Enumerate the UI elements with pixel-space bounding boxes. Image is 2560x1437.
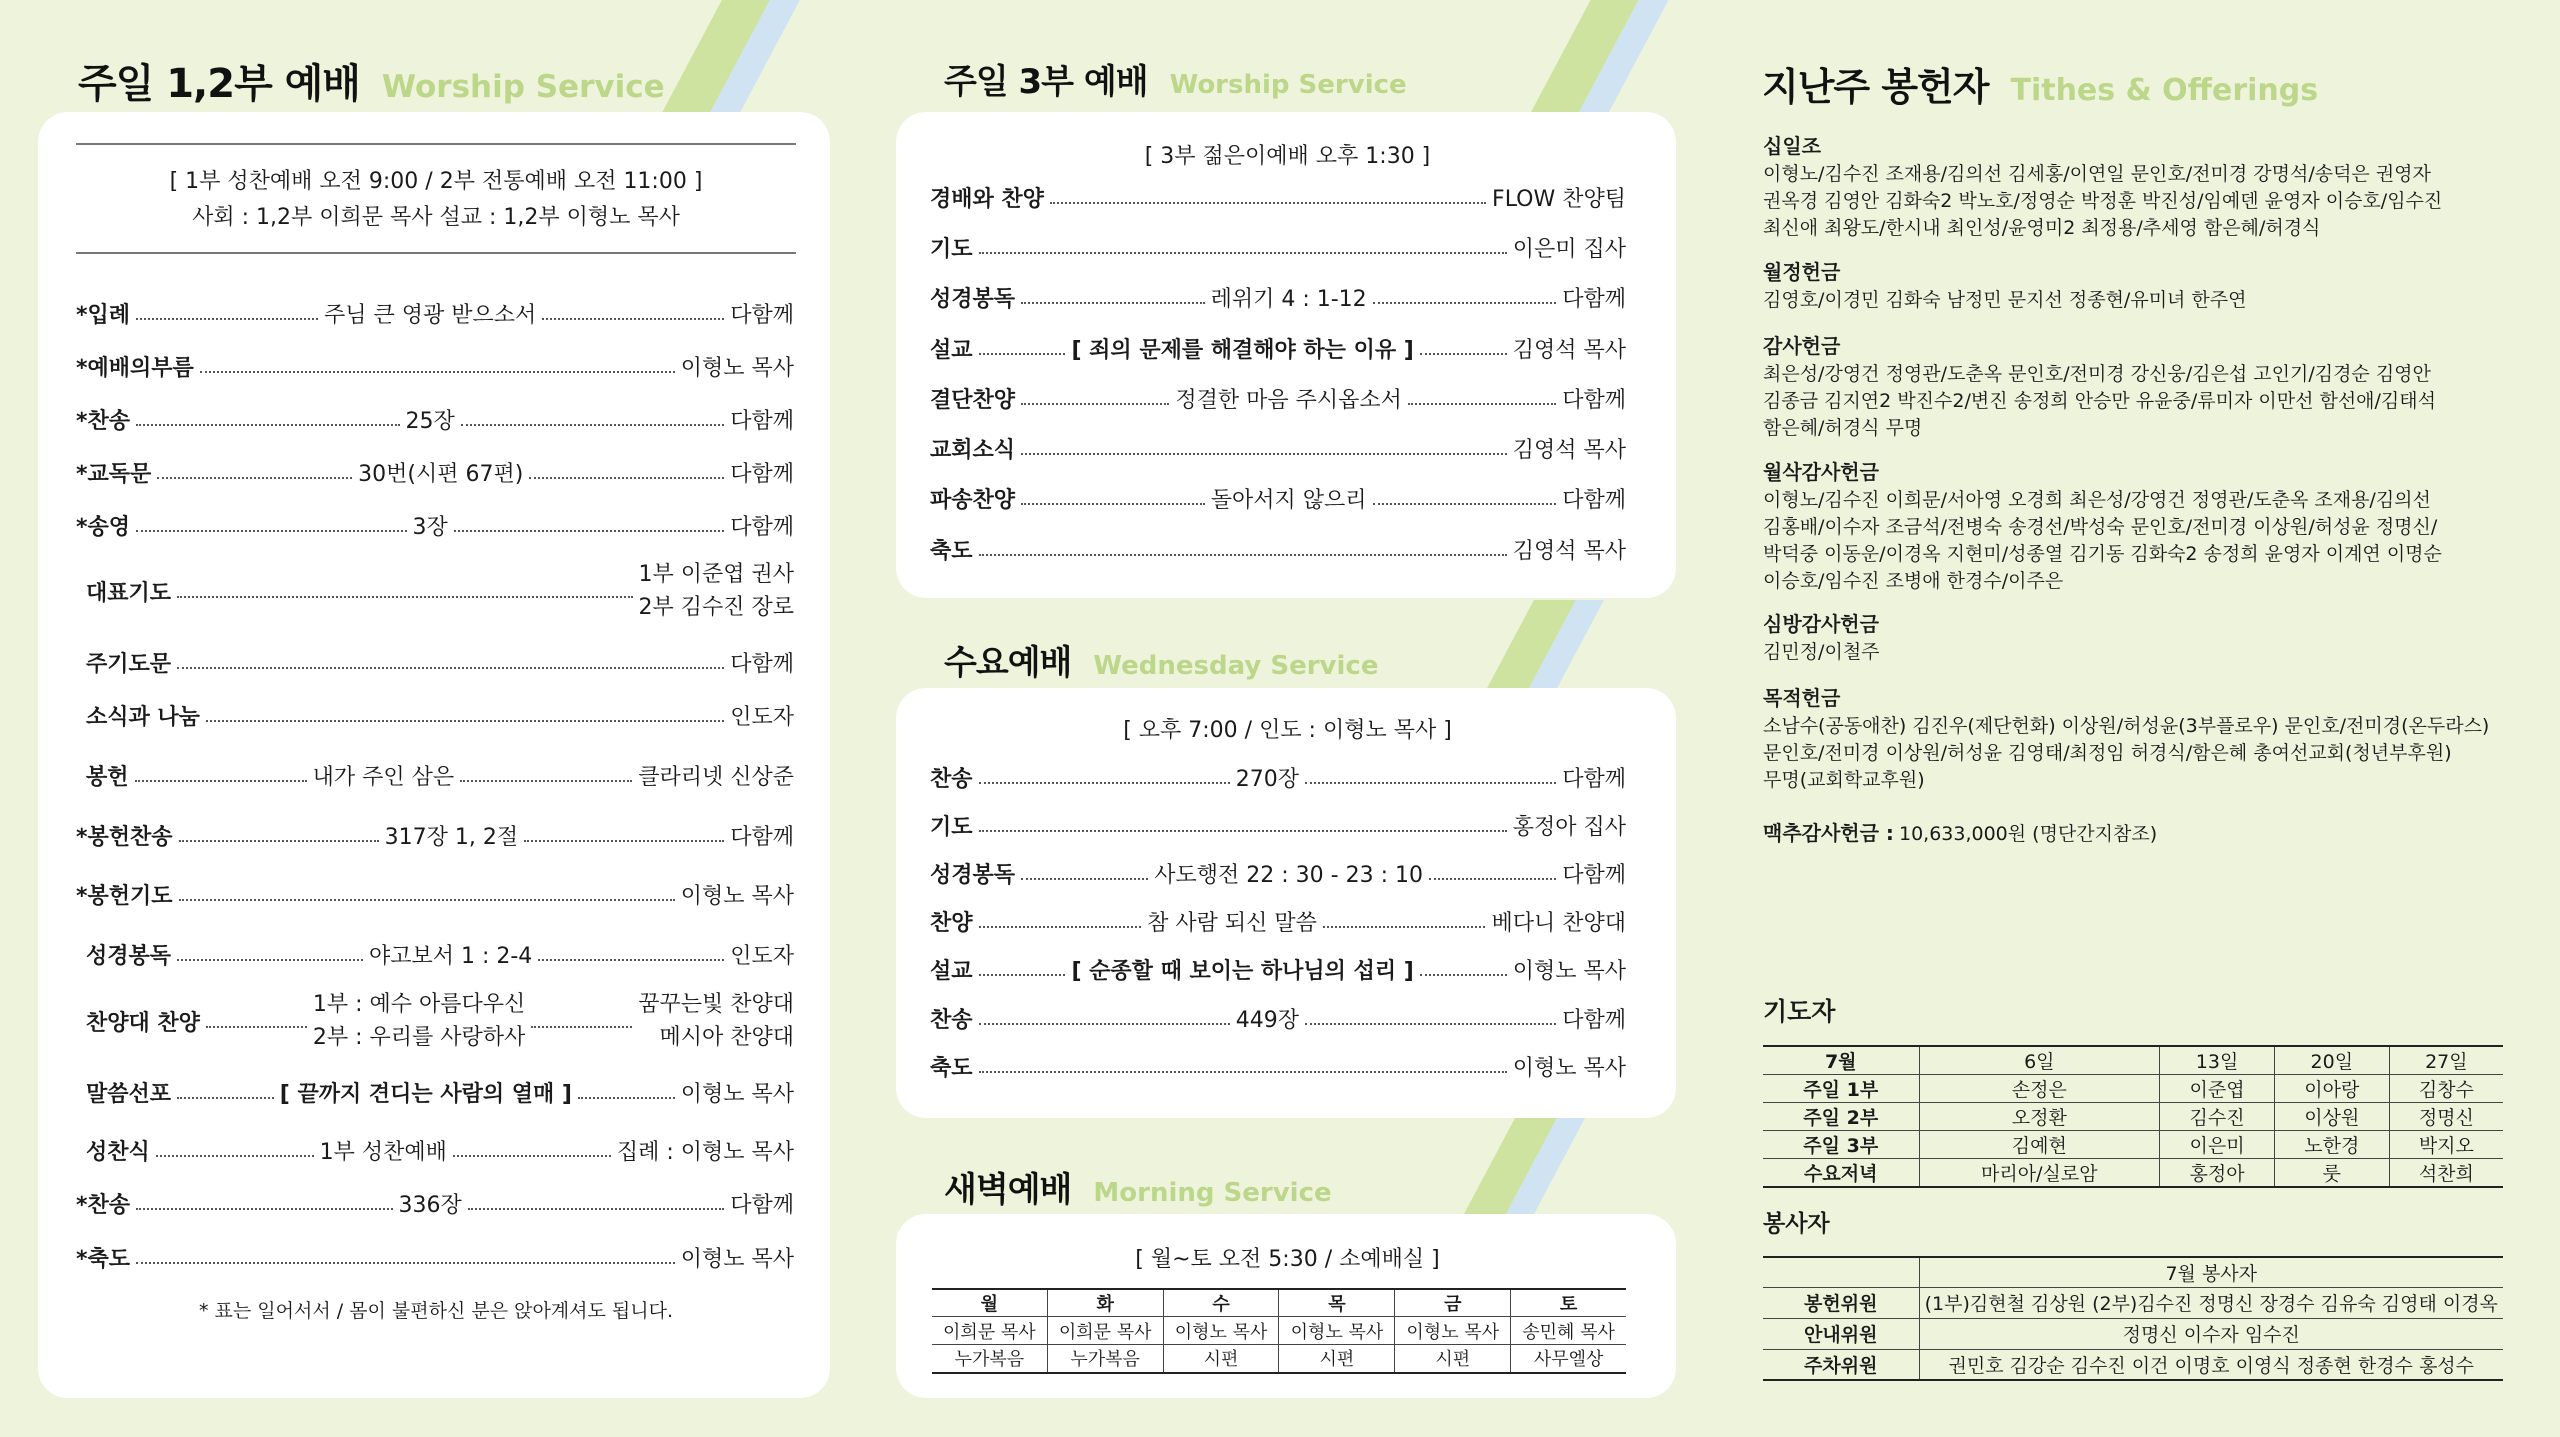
order-row: 성경봉독 야고보서 1 : 2-4 인도자 xyxy=(86,943,794,969)
dawn-leader: 이희문 목사 xyxy=(1047,1317,1163,1345)
order-row: 축도 이형노 목사 xyxy=(930,1055,1626,1081)
offering-group-name: 감사헌금 xyxy=(1763,334,1841,358)
dawn-header: [ 월~토 오전 5:30 / 소예배실 ] xyxy=(1135,1247,1440,1272)
dawn-leader: 이희문 목사 xyxy=(932,1317,1047,1345)
order-row: 말씀선포 [ 끝까지 견디는 사람의 열매 ] 이형노 목사 xyxy=(86,1075,794,1109)
sermon-title: [ 순종할 때 보이는 하나님의 섭리 ] xyxy=(1071,958,1414,984)
order-row: *예배의부름 이형노 목사 xyxy=(76,355,794,381)
offering-group-name: 월삭감사헌금 xyxy=(1763,460,1879,484)
sunday3-header: [ 3부 젊은이예배 오후 1:30 ] xyxy=(1144,144,1431,169)
servants-row-name: 안내위원 xyxy=(1763,1318,1919,1349)
offering-group: 십일조 이형노/김수진 조재용/김의선 김세홍/이연일 문인호/전미경 강명석/송덕은 권영자 권옥경 김영안 김화숙2 박노호/정영순 박정훈 박진성/임예덴 윤영자 이승호/임수진 최신애 최왕도/한시내 최인성/윤영미2 최정용/추세영 함은혜/허경식 xyxy=(1763,130,2503,242)
offering-group-name: 월정헌금 xyxy=(1763,260,1841,284)
divider xyxy=(76,252,796,254)
prayer-date: 13일 xyxy=(2160,1046,2275,1075)
dawn-schedule-table xyxy=(932,1288,1626,1374)
order-row: *입례 주님 큰 영광 받으소서 다함께 xyxy=(76,302,794,328)
wednesday-title xyxy=(944,635,1378,684)
dawn-text: 시편 xyxy=(1279,1345,1395,1373)
servants-header: 7월 봉사자 xyxy=(1919,1257,2503,1287)
order-row: 설교 [ 순종할 때 보이는 하나님의 섭리 ] 이형노 목사 xyxy=(930,953,1626,985)
order-row: 찬송 449장 다함께 xyxy=(930,1007,1626,1033)
order-row: 찬양대 찬양 1부 : 예수 아름다우신 2부 : 우리를 사랑하사 꿈꾸는빛 찬양대 메시아 찬양대 xyxy=(86,992,794,1050)
dawn-leader: 이형노 목사 xyxy=(1279,1317,1395,1345)
sunday12-title-ko: 주일 1,2부 예배 xyxy=(78,61,360,107)
prayer-month: 7월 xyxy=(1763,1046,1919,1075)
order-row: *축도 이형노 목사 xyxy=(76,1246,794,1272)
offering-group: 목적헌금 소남수(공동애찬) 김진우(제단헌화) 이상원/허성윤(3부플로우) 문인호/전미경(온두라스) 문인호/전미경 이상원/허성윤 김영태/최정임 허경식/함은혜 총여선교회(청년부후원) 무명(교회학교후원) xyxy=(1763,682,2503,794)
dawn-leader: 이형노 목사 xyxy=(1395,1317,1511,1345)
servants-row-name: 주차위원 xyxy=(1763,1349,1919,1380)
prayer-row-name: 주일 3부 xyxy=(1763,1131,1919,1159)
dawn-day: 금 xyxy=(1395,1289,1511,1317)
dawn-day: 목 xyxy=(1279,1289,1395,1317)
dawn-title-ko: 새벽예배 xyxy=(944,1170,1072,1210)
prayer-row-name: 주일 1부 xyxy=(1763,1075,1919,1103)
offering-group: 월삭감사헌금 이형노/김수진 이희문/서아영 오경희 최은성/강영건 정영관/도춘옥 조재용/김의선 김홍배/이수자 조금석/전병숙 송경선/박성숙 문인호/전미경 이상원/허성윤 정명신/ 박덕중 이동운/이경옥 지현미/성종열 김기동 김화숙2 송정희 윤영자 이계연 이명순 이승호/임수진 조병애 한경수/이주은 xyxy=(1763,456,2503,595)
offering-group-name: 목적헌금 xyxy=(1763,686,1841,710)
dawn-text: 누가복음 xyxy=(1047,1345,1163,1373)
prayer-table: 7월 6일 13일 20일 27일 주일 1부 손정은 이준엽 이아랑 김창수 주일 2부 오정환 김수진 이상원 정명신 주일 3부 김예현 이은미 노한경 박지오 수요저녁 마리아/실로암 홍정아 룻 석찬희 xyxy=(1763,1045,2503,1188)
dawn-text: 시편 xyxy=(1163,1345,1279,1373)
offerings-title xyxy=(1762,56,2318,111)
servants-table: 7월 봉사자 봉헌위원 (1부)김현철 김상원 (2부)김수진 정명신 장경수 김유숙 김영태 이경옥 안내위원 정명신 이수자 임수진 주차위원 권민호 김강순 김수진 이건 이명호 이영식 정종현 한경수 홍성수 xyxy=(1763,1256,2503,1381)
wednesday-title-en: Wednesday Service xyxy=(1093,651,1379,681)
maekchu-label: 맥추감사헌금 : xyxy=(1763,821,1894,845)
dawn-leader: 이형노 목사 xyxy=(1163,1317,1279,1345)
divider xyxy=(76,143,796,145)
maekchu-value: 10,633,000원 (명단간지참조) xyxy=(1898,823,2158,845)
dawn-text: 시편 xyxy=(1395,1345,1511,1373)
prayer-date: 27일 xyxy=(2389,1046,2503,1075)
dawn-title xyxy=(944,1162,1332,1211)
dawn-day: 월 xyxy=(932,1289,1047,1317)
order-row: 성경봉독 레위기 4 : 1-12 다함께 xyxy=(930,286,1627,312)
wednesday-title-ko: 수요예배 xyxy=(944,643,1072,683)
prayer-row-name: 주일 2부 xyxy=(1763,1103,1919,1131)
dawn-day: 수 xyxy=(1163,1289,1279,1317)
sunday12-header-line2: 사회 : 1,2부 이희문 목사 설교 : 1,2부 이형노 목사 xyxy=(192,205,680,230)
sunday3-title-ko: 주일 3부 예배 xyxy=(944,62,1148,102)
servants-row-name: 봉헌위원 xyxy=(1763,1287,1919,1318)
offerings-title-ko: 지난주 봉헌자 xyxy=(1762,65,1989,109)
servants-title: 봉사자 xyxy=(1763,1211,1830,1237)
sunday3-title-en: Worship Service xyxy=(1169,70,1407,100)
dawn-text: 누가복음 xyxy=(932,1345,1047,1373)
sermon-title: [ 끝까지 견디는 사람의 열매 ] xyxy=(279,1081,572,1107)
order-row: 봉헌 내가 주인 삼은 클라리넷 신상준 xyxy=(86,764,794,790)
order-row: 찬양 참 사람 되신 말씀 베다니 찬양대 xyxy=(930,910,1626,936)
dawn-leader: 송민혜 목사 xyxy=(1511,1317,1626,1345)
sunday3-title xyxy=(944,54,1407,103)
dawn-day: 화 xyxy=(1047,1289,1163,1317)
prayer-date: 20일 xyxy=(2274,1046,2389,1075)
prayer-title: 기도자 xyxy=(1763,997,1836,1026)
wednesday-header: [ 오후 7:00 / 인도 : 이형노 목사 ] xyxy=(1123,718,1452,743)
order-row: 대표기도 1부 이준엽 권사 2부 김수진 장로 xyxy=(86,562,794,620)
order-row: 파송찬양 돌아서지 않으리 다함께 xyxy=(930,487,1627,513)
sunday12-title xyxy=(78,52,665,109)
order-row: *교독문 30번(시편 67편) 다함께 xyxy=(76,461,794,487)
order-row: 기도 홍정아 집사 xyxy=(930,814,1626,840)
order-row: *봉헌기도 이형노 목사 xyxy=(76,883,794,909)
order-row: 축도 김영석 목사 xyxy=(930,538,1626,564)
maekchu-offering xyxy=(1763,817,2503,848)
order-row: *찬송 25장 다함께 xyxy=(76,408,794,434)
sunday12-title-en: Worship Service xyxy=(381,69,665,105)
order-row: 결단찬양 정결한 마음 주시옵소서 다함께 xyxy=(930,387,1627,413)
order-row: 찬송 270장 다함께 xyxy=(930,766,1626,792)
offering-group-name: 심방감사헌금 xyxy=(1763,612,1879,636)
offerings-title-en: Tithes & Offerings xyxy=(2010,73,2319,108)
offering-group: 감사헌금 최은성/강영건 정영관/도춘옥 문인호/전미경 강신웅/김은섭 고인기/김경순 김영안 김종금 김지연2 박진수2/변진 송정희 안승만 유윤중/류미자 이만선 함선애/김태석 함은혜/허경식 무명 xyxy=(1763,330,2503,442)
offering-group: 월정헌금 김영호/이경민 김화숙 남정민 문지선 정종현/유미녀 한주연 xyxy=(1763,256,2503,314)
order-row: 주기도문 다함께 xyxy=(86,651,794,677)
dawn-day: 토 xyxy=(1511,1289,1626,1317)
prayer-row-name: 수요저녁 xyxy=(1763,1159,1919,1188)
offering-group: 심방감사헌금 김민정/이철주 xyxy=(1763,608,2503,666)
order-row: 교회소식 김영석 목사 xyxy=(930,437,1626,463)
order-row: 경배와 찬양 FLOW 찬양팀 xyxy=(930,186,1626,212)
order-row: 성경봉독 사도행전 22 : 30 - 23 : 10 다함께 xyxy=(930,862,1627,888)
order-row: 성찬식 1부 성찬예배 집례 : 이형노 목사 xyxy=(86,1139,794,1165)
prayer-date: 6일 xyxy=(1919,1046,2160,1075)
offering-group-name: 십일조 xyxy=(1763,134,1821,158)
order-row: *찬송 336장 다함께 xyxy=(76,1192,794,1218)
order-row: *봉헌찬송 317장 1, 2절 다함께 xyxy=(76,824,795,850)
dawn-text: 사무엘상 xyxy=(1511,1345,1626,1373)
sunday12-header-line1: [ 1부 성찬예배 오전 9:00 / 2부 전통예배 오전 11:00 ] xyxy=(169,169,703,194)
order-row: 소식과 나눔 인도자 xyxy=(86,704,794,730)
sermon-title: [ 죄의 문제를 해결해야 하는 이유 ] xyxy=(1071,337,1414,363)
order-row: 설교 [ 죄의 문제를 해결해야 하는 이유 ] 김영석 목사 xyxy=(930,332,1626,364)
sunday12-footnote: * 표는 일어서서 / 몸이 불편하신 분은 앉아계셔도 됩니다. xyxy=(198,1300,674,1322)
dawn-title-en: Morning Service xyxy=(1093,1178,1332,1208)
order-row: *송영 3장 다함께 xyxy=(76,514,794,540)
order-row: 기도 이은미 집사 xyxy=(930,236,1626,262)
